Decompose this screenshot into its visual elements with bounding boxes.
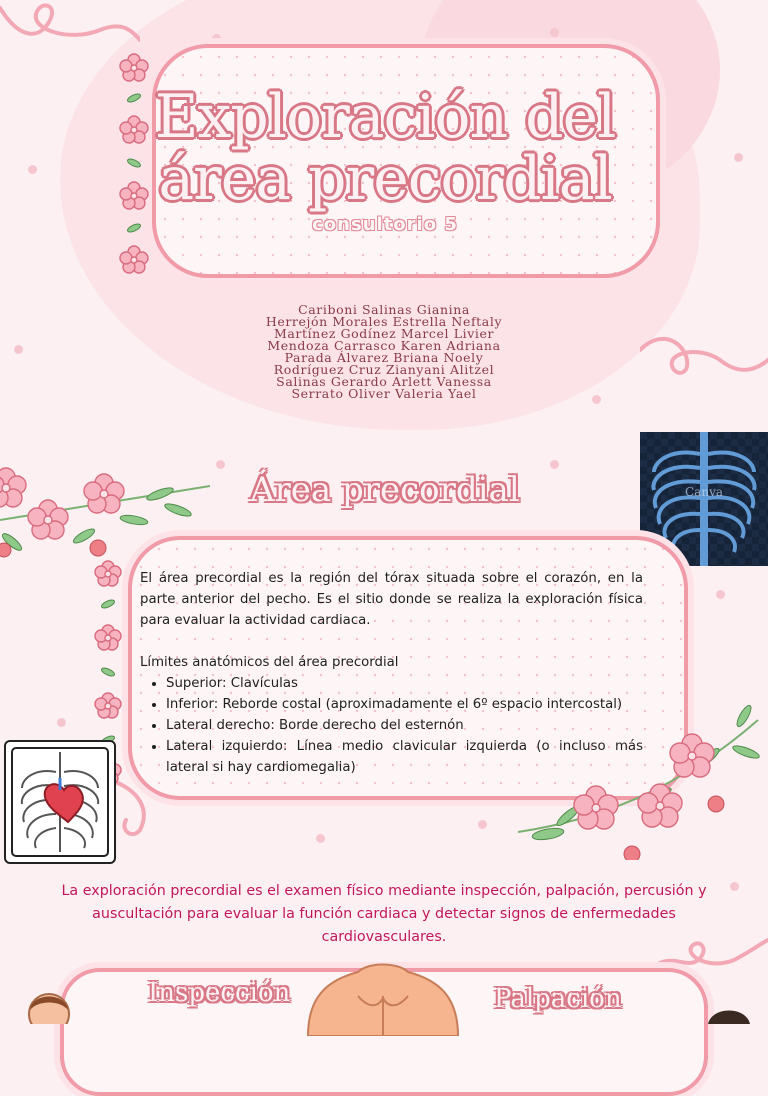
author-name: Rodríguez Cruz Zianyani Alitzel	[273, 362, 495, 377]
decor-dot	[57, 718, 66, 727]
page-title	[150, 82, 620, 214]
author-name: Salinas Gerardo Arlett Vanessa	[276, 374, 492, 389]
decor-dot	[550, 28, 559, 37]
inspeccion-label: Inspección	[148, 978, 291, 1008]
person-icon	[704, 1004, 754, 1024]
author-name: Parada Álvarez Briana Noely	[284, 350, 484, 365]
author-name: Serrato Oliver Valeria Yael	[291, 386, 477, 401]
limits-heading: Límites anatómicos del área precordial	[140, 655, 399, 670]
list-item: • Lateral derecho: Borde derecho del esternón	[166, 715, 643, 736]
intro-paragraph: El área precordial es la región del tórax situada sobre el corazón, en la parte anterior del pecho. Es el sitio donde se realiza la exploración física para evaluar la actividad cardiaca.	[140, 571, 643, 628]
squiggle-decoration	[0, 0, 140, 50]
author-name: Martínez Godínez Marcel Livier	[273, 326, 495, 341]
author-name: Herrejón Morales Estrella Neftaly	[265, 314, 503, 329]
author-list	[200, 304, 568, 400]
definition-text: La exploración precordial es el examen físico mediante inspección, palpación, percusión y auscultación para evaluar la función cardiaca y detectar signos de enfermedades cardiovasculares.	[61, 883, 707, 945]
page-subtitle: consultorio 5	[312, 214, 458, 235]
flower-branch	[508, 700, 768, 860]
page-title-line: Exploración del	[154, 82, 616, 152]
decor-dot	[592, 395, 601, 404]
list-item: • Inferior: Reborde costal (aproximadamente el 6º espacio intercostal)	[166, 694, 643, 715]
xray-watermark: Canva	[685, 485, 723, 499]
flower-column	[112, 50, 156, 280]
author-name: Mendoza Carrasco Karen Adriana	[267, 338, 501, 353]
decor-dot	[14, 345, 23, 354]
palpacion-label: Palpación	[494, 984, 622, 1014]
section-heading: Área precordial	[250, 470, 520, 510]
decor-dot	[734, 153, 743, 162]
decor-dot	[212, 34, 221, 43]
list-item: • Lateral izquierdo: Línea medio clavicular izquierda (o incluso más lateral si hay cardiomegalia)	[166, 736, 643, 778]
heart-ribcage-icon	[4, 740, 116, 864]
list-item: • Superior: Clavículas	[166, 673, 643, 694]
author-name: Cariboni Salinas Gianina	[298, 302, 470, 317]
decor-dot	[28, 165, 37, 174]
decor-dot	[478, 820, 487, 829]
page-title-line: área precordial	[158, 144, 612, 214]
decor-dot	[316, 834, 325, 843]
squiggle-decoration	[640, 330, 768, 390]
decor-dot	[716, 590, 725, 599]
decor-dot	[550, 460, 559, 469]
person-icon	[24, 988, 74, 1024]
torso-icon	[298, 956, 468, 1036]
